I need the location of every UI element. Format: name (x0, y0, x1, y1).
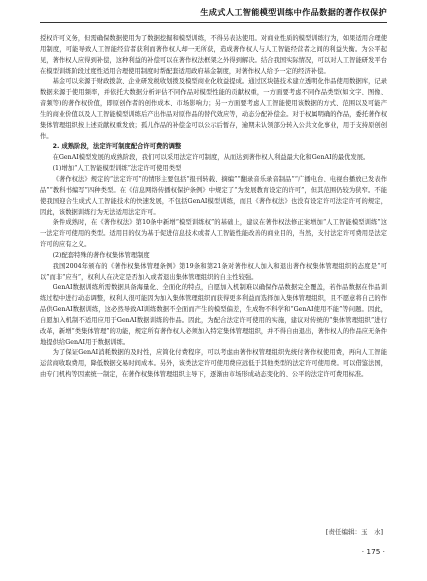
body-paragraph: 我国2004年颁布的《著作权集体管理条例》第19条和第21条对著作权人加入和退出著作权集体管理组织的态度是“可以”而非“应当”，权利人在决定是否加入或者退出集体管理组织的自主性较强。 (40, 262, 387, 281)
running-header (0, 0, 427, 24)
body-paragraph: 在GenAI模型发展的成熟阶段，我们可以采用法定许可制度，从而达到著作权人利益最大化和GenAI的最优发展。 (52, 154, 370, 162)
body-paragraph: 基金可以来源于财政拨款、企业研发税收划拨及模型商业化收益提成。通过区块链技术建立透明化作品使用数据库，记录数据来源于使用频率，并依托大数据分析评估不同作品对模型性能的贡献权重，一方面要考虑不同作品类型(如文字、图像、音频等)的著作权价值，即原创作者的创作成本、市场影响力；另一方面要考虑人工智能使用该数据的方式、范围以及可能产生的商业价值以及人工智能模型训练后产出作品对原作品的替代效应等，动态分配补偿金。对于权属明确的作品，委托著作权集体管理组织按上述贡献权重发放；孤儿作品的补偿金可以公示后暂存，逾期未认领部分转入公共文化事业，用于支持原创创作。 (40, 78, 387, 140)
subsection-heading: (1)增加“人工智能模型训练”法定许可使用类型 (52, 165, 182, 173)
body-paragraph: 条件成熟时，在《著作权法》第10条中新增“模型训练权”的基础上，建议在著作权法修正案增加“人工智能模型训练”这一法定许可使用的类型。适用目的仅为基于促进信息技术或者人工智能性能改善的商业目的，当然，支付法定许可费用是法定许可的应有之义。 (40, 219, 387, 249)
body-paragraph: 为了保证GenAI消耗数据的及时性，应简化付费程序，可以考虑由著作权管理组织先统付著作权使用费，再向人工智能运营商收取费用，降低数据交易时间成本。另外，该类法定许可使用费应远低于其他类型的法定许可使用费。可以借鉴法国，由专门机构等因素统一制定，在著作权集体管理组织主导下，逐渐由市场形成动态变化的、公平的法定许可费用标准。 (40, 349, 387, 379)
article-body (40, 34, 387, 381)
body-paragraph: 授权许可义务，但需确保数据使用为了数据挖掘和模型训练，不得另表达使用。对商业性质的模型训练行为，如果适用合理使用制度，可能导致人工智能经营者获利而著作权人却一无所获，造成著作权人与人工智能经营者之间的利益失衡。为公平起见，著作权人应得到补偿，这种利益的补偿可以在著作权法框架之外得到解决。结合我国实际情况，可以对人工智能研发平台在模型训练阶段过度性适用合理使用制度时帮配套适用政府基金制度，对著作权人给予一定的经济补偿。 (40, 35, 387, 75)
body-paragraph: 《著作权法》规定的“法定许可”的情形主要包括“报刊转载、摘编”“翻录音乐录音制品”“广播电台、电视台播放已发表作品”“教科书编写”四种类型。在《信息网络传播权保护条例》中规定了“为发展教育设定的许可”，但其范围仍较为狭窄。不能使我国迎合生成式人工智能技术的快速发展，不包括GenAI模型训练，而且《著作权法》也没有设定许可法定许可的规定，因此，该数据训练行为无法适用法定许可。 (40, 175, 387, 216)
responsible-editor: [责任编辑：玉 水] (325, 528, 383, 536)
body-paragraph: GenAI数据训练所需数据具备海量化、全面化的特点，自愿加入机制难以确保作品数据完全覆盖，若作品数据在作品训练过程中进行动态调整，权利人很可能因为加入集体管理组织而获得更多利益而选择加入集体管理组织，且不愿意将自己的作品供GenAI数据训练，这必然导致AI训练数据不全面而产生的模型偏差，生成物不科学和“GenAI使用不能”等问题。因此，自愿加入机制不适用应用于GenAI数据训练的作品。因此，为配合法定许可使用的实施，建议对传统的“集体管理组织”进行改革，新增“类集体管理”的功能，规定所有著作权人必须加入特定集体管理组织，并不得自由退出，著作权人的作品应无条件地提供给GenAI用于数据训练。 (40, 284, 387, 346)
page-number: · 175 · (361, 547, 385, 556)
section-heading: 2. 成熟阶段，法定许可制度配合许可费的调整 (52, 143, 182, 151)
subsection-heading: (2)配套特殊的著作权集体管理制度 (52, 251, 150, 259)
running-header-title: 生成式人工智能模型训练中作品数据的著作权保护 (200, 7, 387, 17)
header-rule (40, 22, 387, 23)
